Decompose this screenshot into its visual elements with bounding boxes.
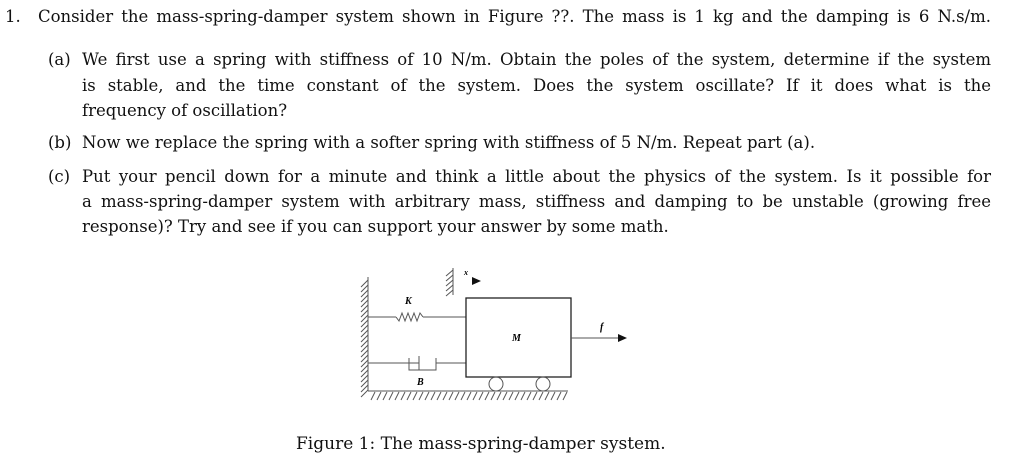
label-f: f	[600, 322, 604, 333]
figure-caption: Figure 1: The mass-spring-damper system.	[296, 434, 666, 454]
spring	[396, 313, 423, 321]
part-c-label: (c)	[48, 167, 71, 186]
part-a-line: is stable, and the time constant of the system. Does the system oscillate? If it does what is the	[82, 76, 991, 95]
part-c-line: a mass-spring-damper system with arbitrary mass, stiffness and damping to be unstable (growing free	[82, 192, 991, 211]
wheel	[489, 377, 503, 391]
problem-number: 1.	[5, 7, 21, 26]
part-b-line: Now we replace the spring with a softer spring with stiffness of 5 N/m. Repeat part (a).	[82, 133, 816, 152]
part-a-line: We first use a spring with stiffness of 10 N/m. Obtain the poles of the system, determine if the system	[82, 50, 991, 69]
problem-intro: Consider the mass-spring-damper system shown in Figure ??. The mass is 1 kg and the damping is 6 N.s/m.	[38, 7, 991, 26]
part-a-line: frequency of oscillation?	[82, 101, 288, 120]
label-b: B	[417, 377, 424, 388]
x-direction-arrow	[472, 277, 481, 285]
part-c-line: response)? Try and see if you can support your answer by some math.	[82, 217, 669, 236]
label-x: x	[464, 268, 468, 277]
wall-hatching	[361, 280, 368, 397]
part-c-line: Put your pencil down for a minute and think a little about the physics of the system. Is it possible for	[82, 167, 991, 186]
ground-hatching	[371, 392, 567, 400]
damper-cylinder	[409, 358, 436, 370]
label-k: K	[405, 296, 412, 307]
wheel	[536, 377, 550, 391]
part-a-label: (a)	[48, 50, 71, 69]
part-b-label: (b)	[48, 133, 72, 152]
label-m: M	[512, 333, 521, 344]
